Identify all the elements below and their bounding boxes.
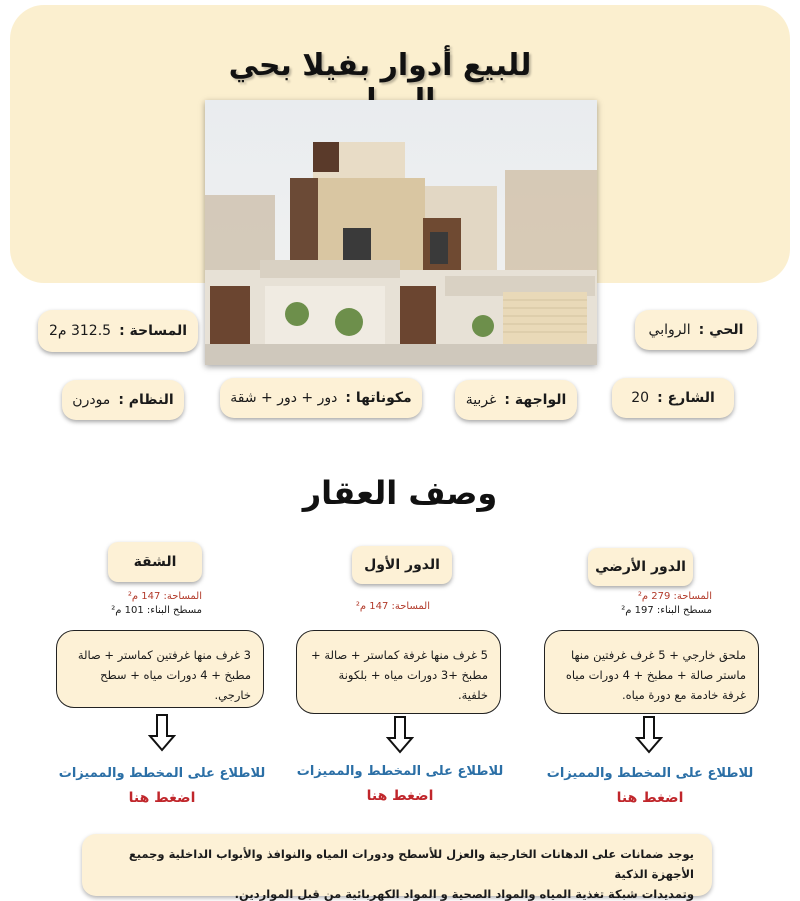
first-floor-label: الدور الأول [352,546,452,584]
apartment-description: 3 غرف منها غرفتين كماستر + صالة مطبخ + 4 دورات مياه + سطح خارجي. [56,630,264,708]
components-value: دور + دور + شقة [230,390,338,406]
first-floor-plan-link[interactable]: للاطلاع على المخطط والمميزات [296,764,504,779]
warranty-line-1: يوجد ضمانات على الدهانات الخارجية والعزل للأسطح ودورات المياه والنوافذ والأبواب الداخلية وجميع الأجهزة الذكية [128,847,694,881]
villa-illustration [205,100,597,365]
street-label: الشارع : [657,390,715,406]
down-arrow-icon [386,716,414,754]
system-value: مودرن [72,392,111,408]
apartment-click-button[interactable]: اضغط هنا [128,790,196,806]
ground-floor-meta [552,590,712,618]
system-label: النظام : [118,392,174,408]
villa-photo[interactable] [205,100,597,365]
first-floor-area: المساحة: 147 م² [355,601,430,612]
facade-label: الواجهة : [504,392,567,408]
facade-pill [455,380,577,420]
components-label: مكوناتها : [345,390,412,406]
warranty-note [82,834,712,901]
apartment-area: المساحة: 147 م² [127,591,202,602]
first-floor-description: 5 غرف منها غرفة كماستر + صالة + مطبخ +3 دورات مياه + بلكونة خلفية. [296,630,501,714]
ground-floor-description: ملحق خارجي + 5 غرف غرفتين منها ماستر صالة + مطبخ + 4 دورات مياه غرفة خادمة مع دورة مياه. [544,630,759,714]
area-value: 312.5 م2 [48,323,112,339]
ground-floor-area: المساحة: 279 م² [637,591,712,602]
down-arrow-icon [148,714,176,752]
apartment-plan-link[interactable]: للاطلاع على المخطط والمميزات [58,766,266,781]
facade-value: غربية [465,392,497,408]
area-pill [38,310,198,352]
down-arrow-icon [635,716,663,754]
apartment-meta [62,590,202,618]
page-title: للبيع أدوار بفيلا بحي [228,48,532,83]
first-floor-meta [330,600,430,614]
section-title: وصف العقار [302,474,498,512]
ground-floor-building-area: مسطح البناء: 197 م² [621,605,712,616]
components-pill [220,378,422,418]
first-floor-click-button[interactable]: اضغط هنا [366,788,434,804]
apartment-building-area: مسطح البناء: 101 م² [111,605,202,616]
ground-floor-label: الدور الأرضي [588,548,693,586]
ground-floor-click-button[interactable]: اضغط هنا [616,790,684,806]
district-value: الروابي [648,322,691,338]
district-pill [635,310,757,350]
district-label: الحي : [698,322,744,338]
system-pill [62,380,184,420]
street-value: 20 [631,390,650,406]
area-label: المساحة : [119,323,188,339]
ground-floor-plan-link[interactable]: للاطلاع على المخطط والمميزات [546,766,754,781]
apartment-label: الشقة [108,542,202,582]
street-pill [612,378,734,418]
warranty-line-2: وتمديدات شبكة تغذية المياه والمواد الصحية و المواد الكهربائية من قبل المواردين. [234,887,694,901]
